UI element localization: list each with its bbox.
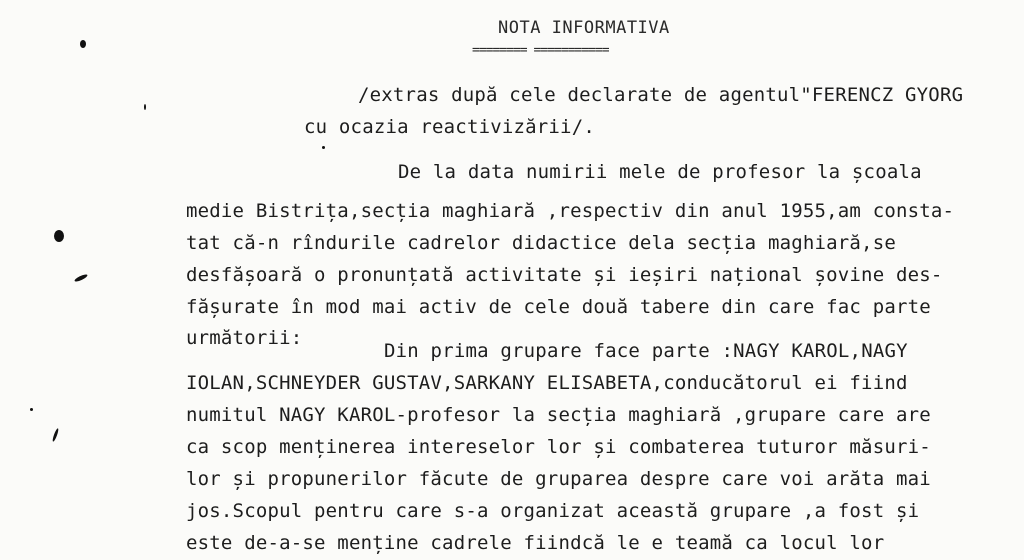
scan-speck <box>54 230 64 242</box>
text-line-9: Din prima grupare face parte :NAGY KAROL,NAGY <box>384 340 908 362</box>
document-title: NOTA INFORMATIVA <box>498 18 670 38</box>
text-line-12: ca scop menținerea intereselor lor și combaterea tuturor măsuri- <box>186 436 931 458</box>
scan-speck <box>80 40 86 48</box>
text-line-10: IOLAN,SCHNEYDER GUSTAV,SARKANY ELISABETA,conducătorul ei fiind <box>186 372 908 394</box>
title-underline: ======== =========== <box>472 43 609 58</box>
text-line-14: jos.Scopul pentru care s-a organizat această grupare ,a fost și <box>186 500 920 522</box>
text-line-4: medie Bistrița,secția maghiară ,respectiv din anul 1955,am consta- <box>186 200 955 222</box>
text-line-3: De la data numirii mele de profesor la școala <box>398 161 922 183</box>
scan-speck <box>52 428 60 442</box>
scan-speck <box>74 273 88 283</box>
text-line-1: /extras după cele declarate de agentul"FERENCZ GYORG <box>358 84 964 106</box>
text-line-13: lor și propunerilor făcute de gruparea despre care voi arăta mai <box>186 468 931 490</box>
text-line-5: tat că-n rîndurile cadrelor didactice dela secția maghiară,se <box>186 232 896 254</box>
scan-speck <box>144 104 146 110</box>
text-line-8: următorii: <box>186 327 303 349</box>
scan-speck <box>30 408 33 411</box>
text-line-2: cu ocazia reactivizării/. <box>304 116 595 138</box>
scan-speck <box>322 146 325 149</box>
text-line-15: este de-a-se menține cadrele fiindcă le e teamă ca locul lor <box>186 532 885 554</box>
text-line-6: desfășoară o pronunțată activitate și ieșiri național șovine des- <box>186 264 943 286</box>
text-line-11: numitul NAGY KAROL-profesor la secția maghiară ,grupare care are <box>186 404 931 426</box>
text-line-7: fășurate în mod mai activ de cele două tabere din care fac parte <box>186 296 931 318</box>
